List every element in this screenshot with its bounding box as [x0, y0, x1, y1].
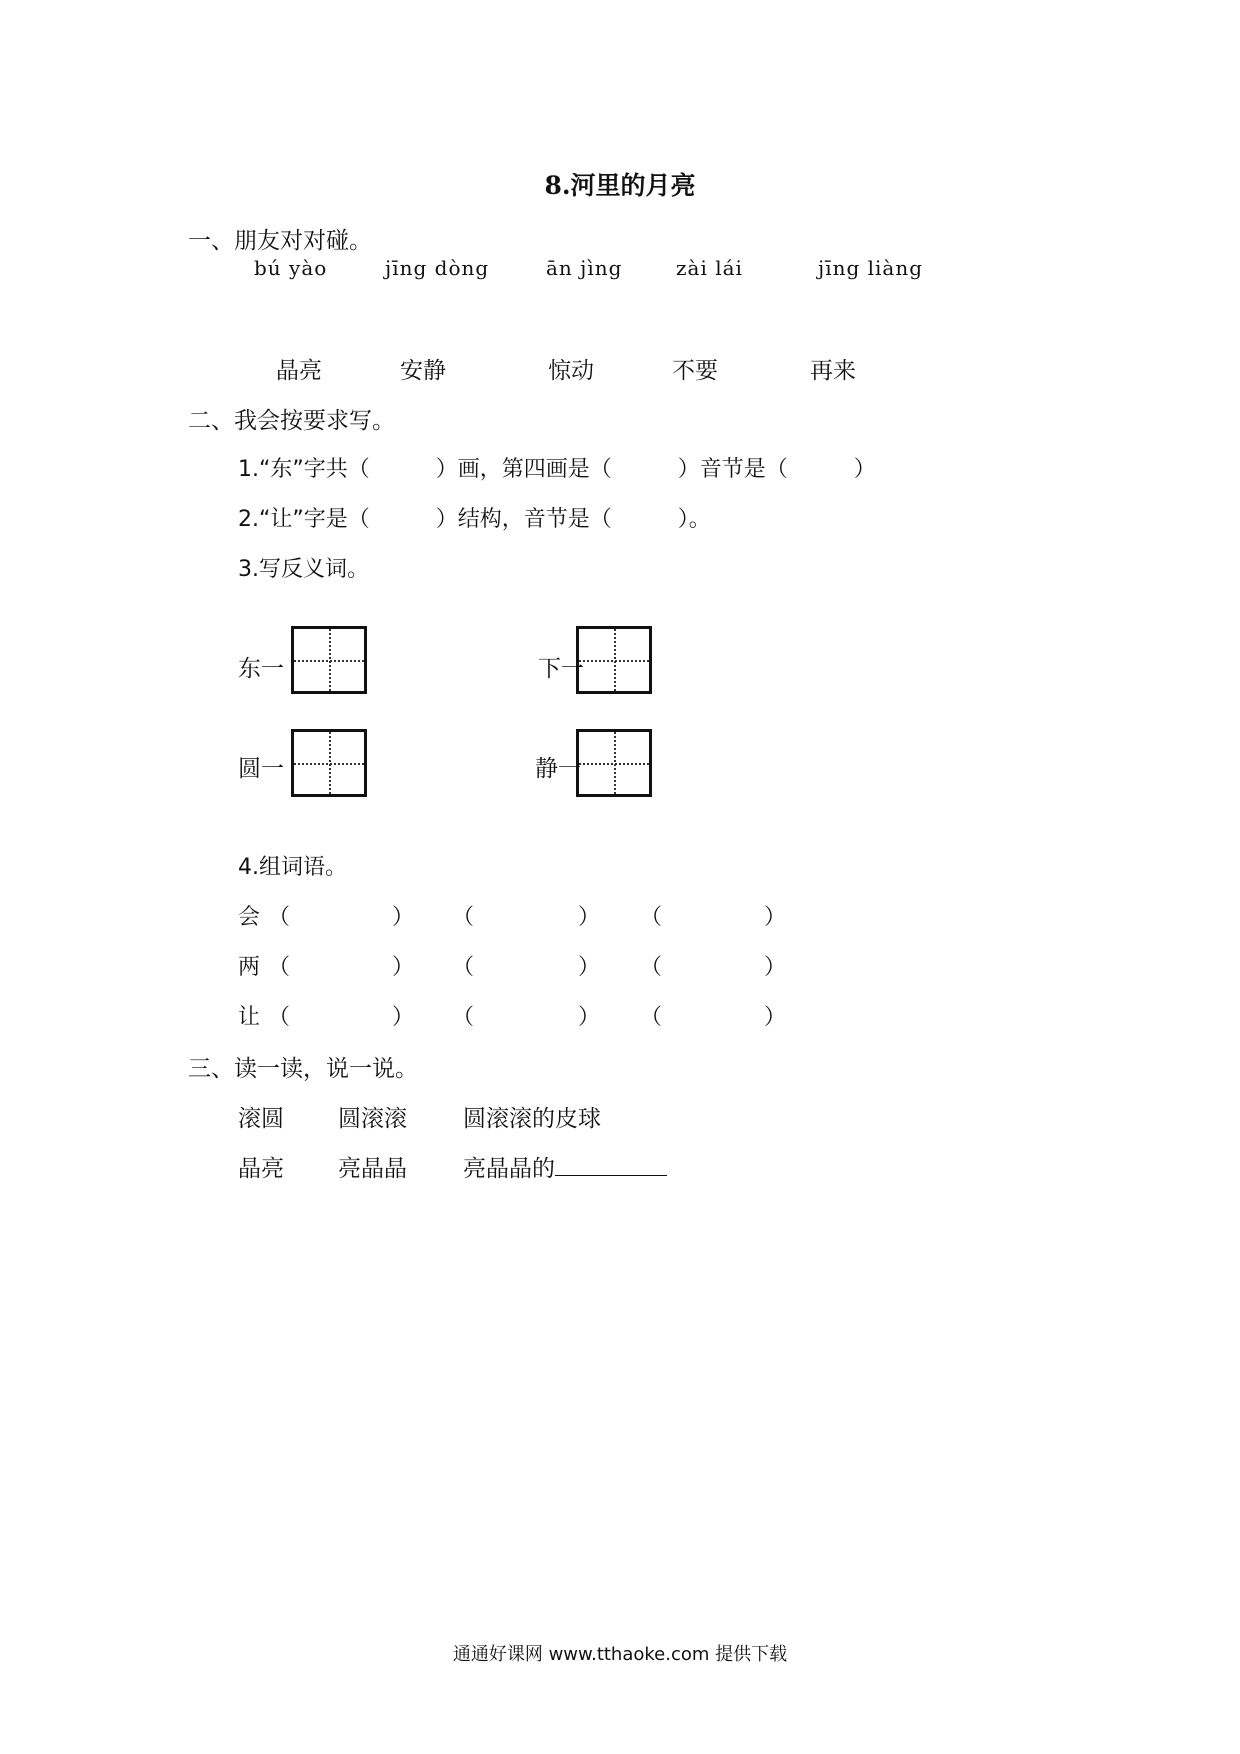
writing-grid-4[interactable] [576, 729, 652, 797]
pinyin-1: bú yào [254, 256, 328, 280]
question-2: 2.“让”字是（ ）结构，音节是（ ）。 [238, 507, 711, 532]
read-row2-word3 [463, 1150, 667, 1183]
paren-close: ） [392, 1005, 415, 1030]
paren-open: （ [268, 955, 291, 980]
paren-close: ） [578, 1005, 601, 1030]
paren-close: ） [578, 955, 601, 980]
read-row2-word2: 亮晶晶 [338, 1156, 407, 1182]
paren-open: （ [640, 955, 663, 980]
writing-grid-3[interactable] [291, 729, 367, 797]
read-row1-word3: 圆滚滚的皮球 [463, 1106, 601, 1132]
paren-close: ） [764, 1005, 787, 1030]
paren-open: （ [452, 905, 475, 930]
page-title: 8.河里的月亮 [544, 171, 696, 200]
writing-grid-2[interactable] [576, 626, 652, 694]
antonym-label-3: 圆一 [238, 756, 284, 782]
read-row2-word1: 晶亮 [238, 1156, 284, 1182]
answer-blank[interactable] [555, 1155, 667, 1176]
writing-grid-1[interactable] [291, 626, 367, 694]
read-row1-word2: 圆滚滚 [338, 1106, 407, 1132]
word-3: 惊动 [548, 358, 594, 384]
pinyin-2: jīng dòng [385, 256, 490, 280]
pinyin-3: ān jìng [546, 256, 623, 280]
antonym-label-1: 东一 [238, 656, 284, 682]
word-5: 再来 [810, 358, 856, 384]
paren-open: （ [640, 905, 663, 930]
read-row1-word1: 滚圆 [238, 1106, 284, 1132]
paren-open: （ [452, 1005, 475, 1030]
word-2: 安静 [400, 358, 446, 384]
pinyin-4: zài lái [676, 256, 743, 280]
section3-heading: 三、读一读，说一说。 [188, 1056, 418, 1082]
footer-credit: 通通好课网 www.tthaoke.com 提供下载 [452, 1644, 788, 1665]
question-1: 1.“东”字共（ ）画，第四画是（ ）音节是（ ） [238, 457, 876, 482]
antonym-label-4: 静一 [535, 756, 581, 782]
group-char-2: 两 [238, 955, 261, 980]
group-char-1: 会 [238, 905, 261, 930]
question-3: 3.写反义词。 [238, 557, 369, 582]
paren-open: （ [452, 955, 475, 980]
pinyin-5: jīng liàng [818, 256, 924, 280]
section2-heading: 二、我会按要求写。 [188, 408, 395, 434]
group-char-3: 让 [238, 1005, 261, 1030]
question-4: 4.组词语。 [238, 855, 347, 880]
paren-close: ） [764, 905, 787, 930]
antonym-label-2: 下一 [538, 656, 584, 682]
read-row2-word3-text: 亮晶晶的 [463, 1156, 555, 1182]
paren-open: （ [268, 905, 291, 930]
word-4: 不要 [672, 358, 718, 384]
paren-close: ） [392, 955, 415, 980]
paren-close: ） [392, 905, 415, 930]
paren-open: （ [268, 1005, 291, 1030]
word-1: 晶亮 [276, 358, 322, 384]
paren-close: ） [764, 955, 787, 980]
paren-open: （ [640, 1005, 663, 1030]
section1-heading: 一、朋友对对碰。 [188, 228, 372, 254]
paren-close: ） [578, 905, 601, 930]
